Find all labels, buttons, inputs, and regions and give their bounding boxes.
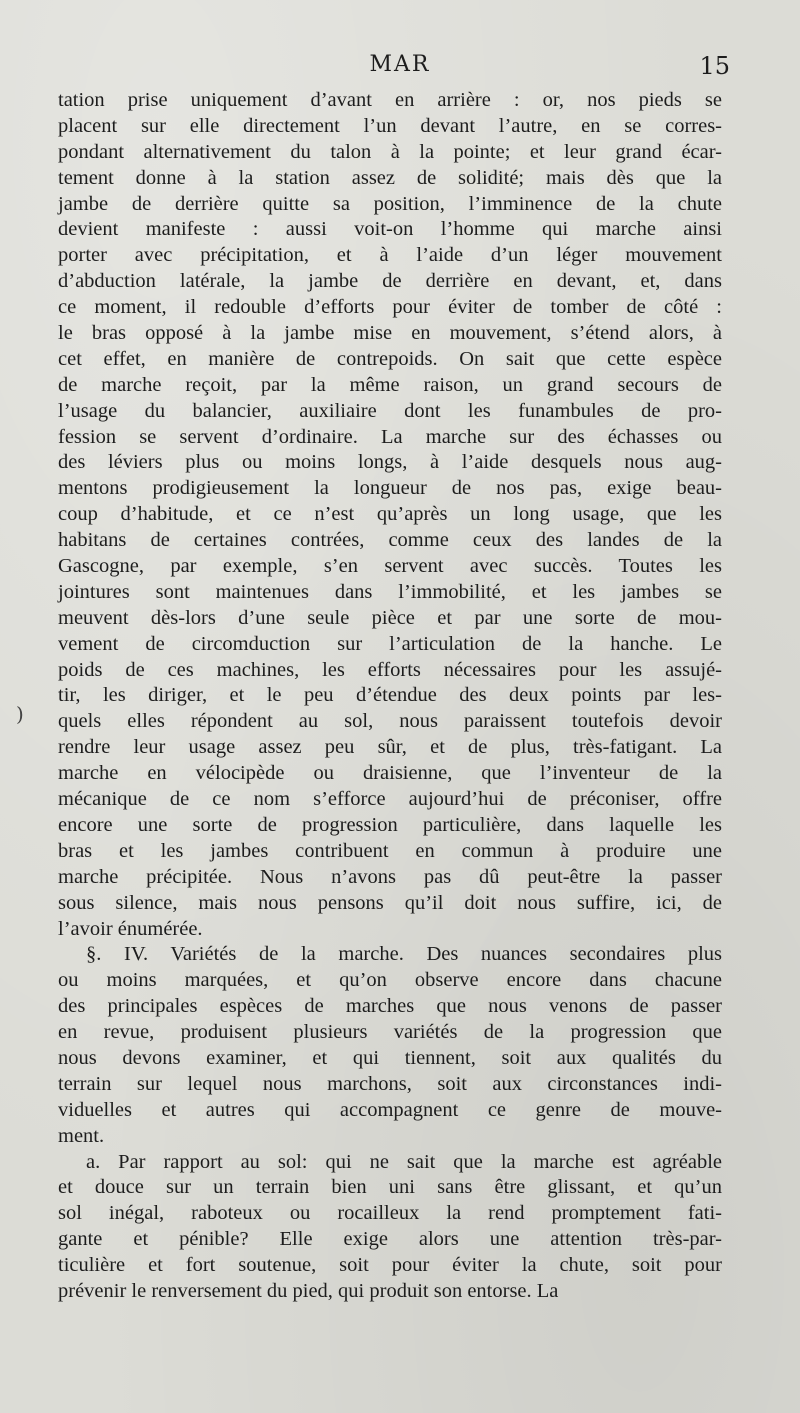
text-line: jointures sont maintenues dans l’immobilité, et les jambes se bbox=[58, 580, 722, 603]
text-line: de marche reçoit, par la même raison, un grand secours de bbox=[58, 373, 722, 396]
text-line: encore une sorte de progression particulière, dans laquelle les bbox=[58, 813, 722, 836]
text-line: tation prise uniquement d’avant en arrière : or, nos pieds se bbox=[58, 89, 722, 111]
text-line: marche en vélocipède ou draisienne, que l’inventeur de la bbox=[58, 762, 722, 785]
body-text bbox=[58, 88, 722, 1305]
text-line: §. IV. Variétés de la marche. Des nuances secondaires plus bbox=[86, 943, 722, 966]
text-line: des léviers plus ou moins longs, à l’aide desquels nous aug- bbox=[58, 451, 722, 474]
text-line: viduelles et autres qui accompagnent ce genre de mouve- bbox=[58, 1098, 722, 1121]
text-line: en revue, produisent plusieurs variétés de la progression que bbox=[58, 1021, 722, 1044]
text-line: le bras opposé à la jambe mise en mouvement, s’étend alors, à bbox=[58, 322, 722, 345]
text-line: porter avec précipitation, et à l’aide d’un léger mouvement bbox=[58, 244, 722, 267]
text-line: l’avoir énumérée. bbox=[58, 917, 203, 940]
text-line: fession se servent d’ordinaire. La marche sur des échasses ou bbox=[58, 425, 722, 448]
text-line: placent sur elle directement l’un devant l’autre, en se corres- bbox=[58, 114, 722, 137]
text-line: prévenir le renversement du pied, qui produit son entorse. La bbox=[58, 1279, 559, 1302]
text-line: devient manifeste : aussi voit-on l’homme qui marche ainsi bbox=[58, 218, 722, 241]
text-line: jambe de derrière quitte sa position, l’imminence de la chute bbox=[58, 192, 722, 215]
text-line: et douce sur un terrain bien uni sans être glissant, et qu’un bbox=[58, 1176, 722, 1199]
text-line: meuvent dès-lors d’une seule pièce et par une sorte de mou- bbox=[58, 606, 722, 629]
text-line: bras et les jambes contribuent en commun à produire une bbox=[58, 839, 722, 862]
text-line: sol inégal, raboteux ou rocailleux la rend promptement fati- bbox=[58, 1202, 722, 1225]
text-line: gante et pénible? Elle exige alors une attention très-par- bbox=[58, 1228, 722, 1251]
text-line: marche précipitée. Nous n’avons pas dû peut-être la passer bbox=[58, 865, 722, 888]
text-line: a. Par rapport au sol: qui ne sait que la marche est agréable bbox=[86, 1150, 722, 1173]
text-line: terrain sur lequel nous marchons, soit aux circonstances indi- bbox=[58, 1072, 722, 1095]
page-number: 15 bbox=[699, 52, 730, 80]
text-line: rendre leur usage assez peu sûr, et de plus, très-fatigant. La bbox=[58, 736, 722, 759]
text-line: cet effet, en manière de contrepoids. On sait que cette espèce bbox=[58, 347, 722, 370]
page-header bbox=[0, 52, 800, 82]
text-line: des principales espèces de marches que nous venons de passer bbox=[58, 995, 722, 1018]
text-line: mécanique de ce nom s’efforce aujourd’hui de préconiser, offre bbox=[58, 788, 722, 811]
text-line: sous silence, mais nous pensons qu’il doit nous suffire, ici, de bbox=[58, 891, 722, 914]
text-line: ce moment, il redouble d’efforts pour éviter de tomber de côté : bbox=[58, 296, 722, 319]
text-line: pondant alternativement du talon à la pointe; et leur grand écar- bbox=[58, 140, 722, 163]
text-line: nous devons examiner, et qui tiennent, soit aux qualités du bbox=[58, 1046, 722, 1069]
text-line: d’abduction latérale, la jambe de derrière en devant, et, dans bbox=[58, 270, 722, 293]
text-line: quels elles répondent au sol, nous paraissent toutefois devoir bbox=[58, 710, 722, 733]
text-line: ment. bbox=[58, 1124, 105, 1147]
text-line: tir, les diriger, et le peu d’étendue des deux points par les- bbox=[58, 684, 722, 707]
text-line: mentons prodigieusement la longueur de nos pas, exige beau- bbox=[58, 477, 722, 500]
text-line: vement de circomduction sur l’articulation de la hanche. Le bbox=[58, 632, 722, 655]
text-line: Gascogne, par exemple, s’en servent avec succès. Toutes les bbox=[58, 555, 722, 578]
text-line: ou moins marquées, et qu’on observe encore dans chacune bbox=[58, 969, 722, 992]
text-line: poids de ces machines, les efforts nécessaires pour les assujé- bbox=[58, 658, 722, 681]
text-line: habitans de certaines contrées, comme ceux des landes de la bbox=[58, 529, 722, 552]
text-line: coup d’habitude, et ce n’est qu’après un long usage, que les bbox=[58, 503, 722, 526]
text-line: ticulière et fort soutenue, soit pour éviter la chute, soit pour bbox=[58, 1254, 722, 1277]
running-head: MAR bbox=[369, 52, 431, 77]
text-line: tement donne à la station assez de solidité; mais dès que la bbox=[58, 166, 722, 189]
margin-mark: ) bbox=[16, 702, 24, 726]
text-line: l’usage du balancier, auxiliaire dont les funambules de pro- bbox=[58, 399, 722, 422]
